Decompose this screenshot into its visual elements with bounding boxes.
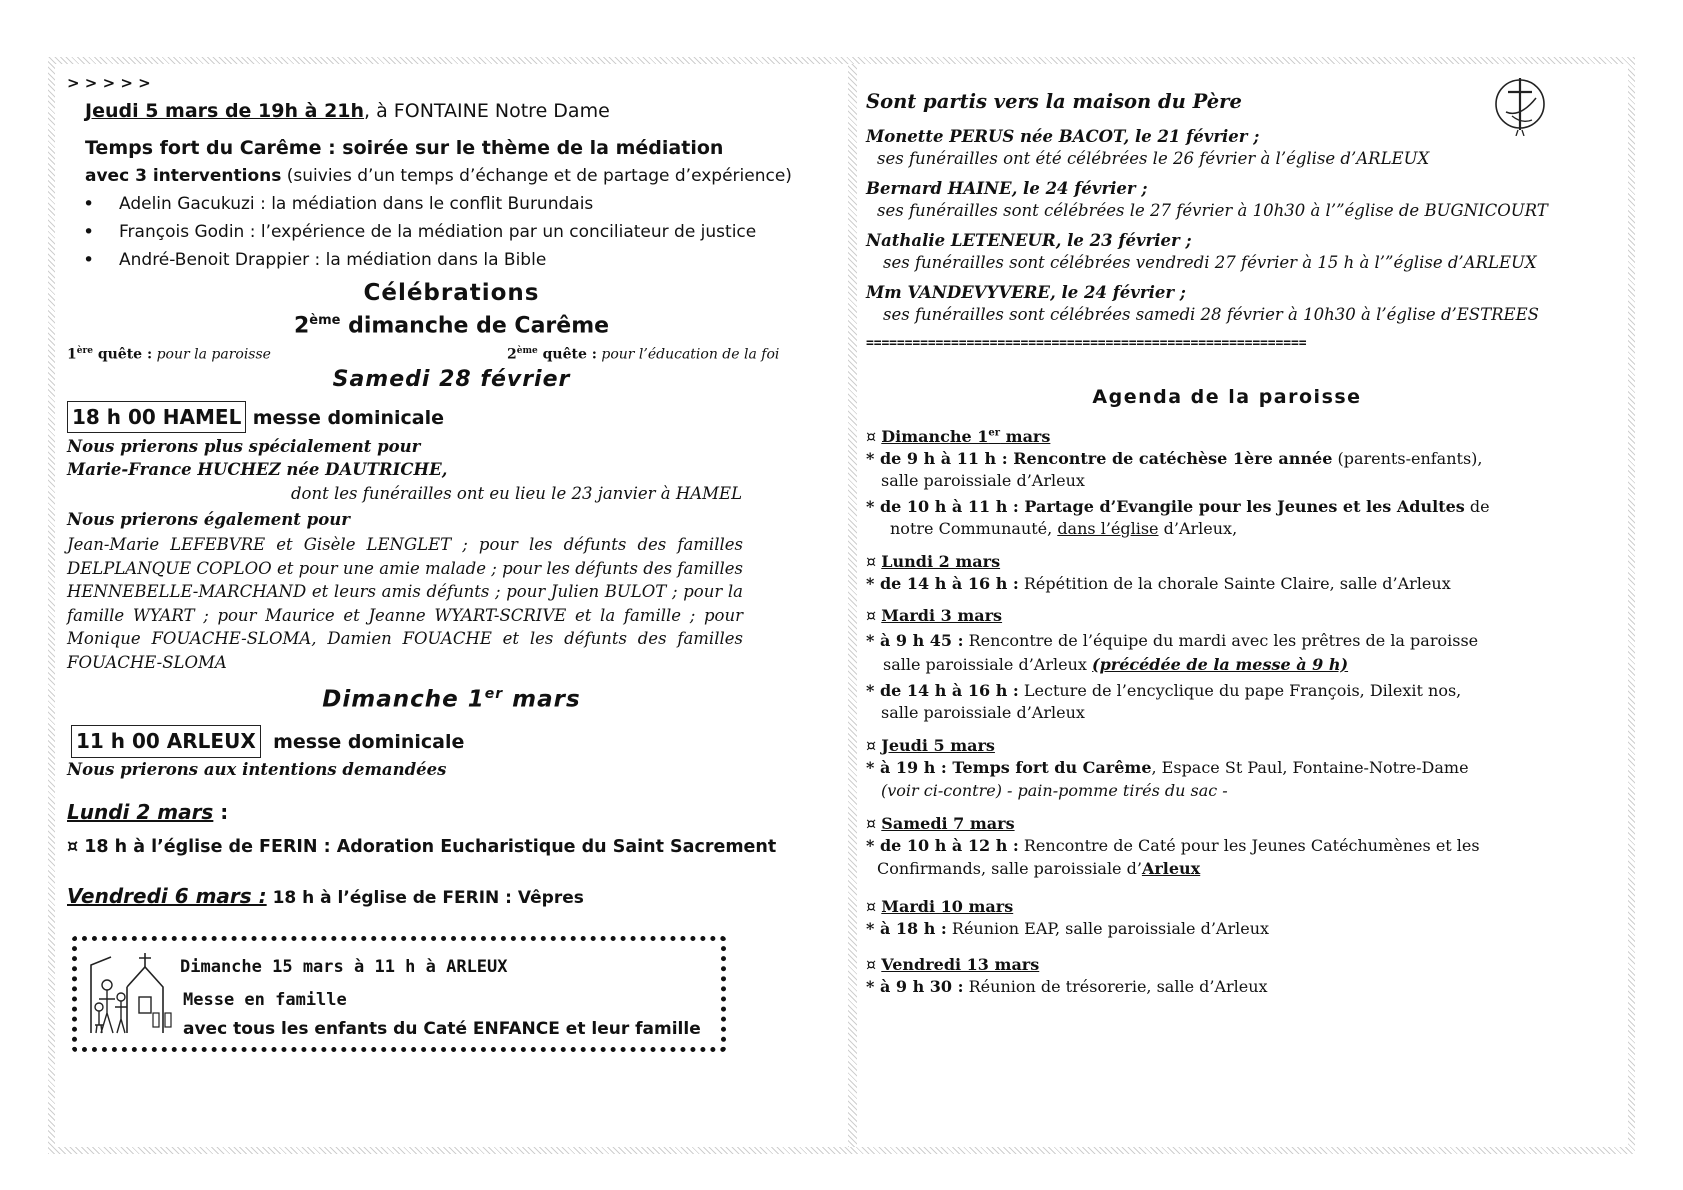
agenda-entry-line2: salle paroissiale d’Arleux (précédée de la messe à 9 h) [883,655,1349,674]
agenda-time: * à 9 h 45 : [866,631,964,650]
family-line-3: avec tous les enfants du Caté ENFANCE et leur famille [183,1019,701,1039]
agenda-bold: Temps fort du Carême [946,758,1152,777]
agenda-entry-line2: salle paroissiale d’Arleux [881,703,1085,722]
pray1-title: Nous prierons plus spécialement pour [67,437,421,456]
agenda-text: Réunion de trésorerie, salle d’Arleux [963,977,1268,996]
family-line-2: Messe en famille [183,990,347,1010]
sunday-num: 2 [293,313,310,339]
agenda-bold: Rencontre de catéchèse 1ère année [1007,449,1333,468]
quete2-num: 2 [507,346,517,363]
agenda-entry [866,977,1268,996]
lundi-colon: : [213,800,229,824]
quete-2 [507,346,779,363]
death-detail: ses funérailles sont célébrées samedi 28 février à 10h30 à l’église d’ESTREES [883,305,1539,324]
agenda-day-label: Lundi 2 mars [881,552,1001,571]
samedi-mass-line [67,401,444,433]
agenda-day-heading [866,552,1000,571]
death-detail: ses funérailles sont célébrées vendredi 27 février à 15 h à l’”église d’ARLEUX [883,253,1537,272]
agenda-entry-line2: Confirmands, salle paroissiale d’Arleux [877,859,1201,878]
separator-line: ========================================================= [866,336,1307,351]
event-place: , à FONTAINE Notre Dame [364,100,610,122]
samedi-title: Samedi 28 février [332,367,571,392]
agenda-time: * de 10 h à 11 h : [866,497,1019,516]
event-sub-rest: (suivies d’un temps d’échange et de partage d’expérience) [281,166,792,186]
samedi-time-box: 18 h 00 HAMEL [67,401,246,433]
family-line-1: Dimanche 15 mars à 11 h à ARLEUX [180,957,508,977]
agenda-entry-line2: notre Communauté, dans l’église d’Arleux, [890,519,1238,538]
agenda-text: Rencontre de Caté pour les Jeunes Catéchumènes et les [1018,836,1480,855]
lundi-text: ¤ 18 h à l’église de FERIN : Adoration Eucharistique du Saint Sacrement [67,837,777,857]
agenda-day-label: Dimanche 1er mars [881,427,1051,446]
agenda-entry [866,497,1490,516]
samedi-mass: messe dominicale [252,407,444,429]
agenda-entry [866,449,1482,468]
agenda-time: * à 18 h : [866,919,947,938]
dimanche-title [55,686,848,713]
agenda-day-heading [866,955,1039,974]
agenda-day-label: Samedi 7 mars [881,814,1015,833]
agenda-day-heading [866,736,995,755]
currency-bullet-icon: ¤ [866,606,877,625]
currency-bullet-icon: ¤ [866,427,877,446]
quete1-text: pour la paroisse [152,346,271,363]
pray2-text: Jean-Marie LEFEBVRE et Gisèle LENGLET ; pour les défunts des familles DELPLANQUE COPLOO et pour une amie malade ; pour les défunts des familles HENNEBELLE-MARCHAND et leurs amis défunts ; pour Julien BULOT ; pour la famille WYART ; pour Maurice et Jeanne WYART-SCRIVE et la famille ; pour Monique FOUACHE-SLOMA, Damien FOUACHE et les défunts des familles FOUACHE-SLOMA [67,535,743,672]
family-mass-box [72,936,726,1052]
agenda-time: * de 14 h à 16 h : [866,681,1019,700]
agenda-bold: Partage d’Evangile pour les Jeunes et les Adultes [1018,497,1465,516]
agenda-entry [866,836,1480,855]
currency-bullet-icon: ¤ [866,897,877,916]
currency-bullet-icon: ¤ [866,814,877,833]
speaker-item: • André-Benoit Drappier : la médiation dans la Bible [69,250,756,278]
quete2-label: quête : [537,346,597,363]
death-detail: ses funérailles ont été célébrées le 26 février à l’église d’ARLEUX [877,149,1430,168]
agenda-day-heading [866,606,1002,625]
event-title: Temps fort du Carême : soirée sur le thème de la médiation [85,137,724,159]
death-name: Monette PERUS née BACOT, le 21 février ; [866,127,1260,146]
agenda-entry [866,631,1478,650]
event-heading [85,100,610,122]
agenda-entry [866,681,1461,700]
dimanche-title-text: Dimanche 1 [322,686,485,713]
speaker-item: • François Godin : l’expérience de la médiation par un conciliateur de justice [69,222,756,250]
vendredi-line [67,884,584,908]
vendredi-text: 18 h à l’église de FERIN : Vêpres [266,888,584,908]
agenda-time: * de 14 h à 16 h : [866,574,1019,593]
death-name: Bernard HAINE, le 24 février ; [866,179,1148,198]
column-divider [848,64,857,1147]
agenda-entry [866,574,1451,593]
death-name: Mm VANDEVYVERE, le 24 février ; [866,283,1186,302]
agenda-time: * de 9 h à 11 h : [866,449,1008,468]
event-subtitle [85,166,792,186]
lundi-heading [67,800,228,824]
cross-icon [1492,76,1548,136]
currency-bullet-icon: ¤ [866,552,877,571]
agenda-entry [866,758,1469,777]
agenda-entry [866,919,1269,938]
lundi-title: Lundi 2 mars [67,800,214,824]
pray1-detail: dont les funérailles ont eu lieu le 23 janvier à HAMEL [291,484,743,503]
agenda-time: * à 9 h 30 : [866,977,964,996]
dimanche-pray: Nous prierons aux intentions demandées [67,760,447,779]
dimanche-mass: messe dominicale [273,731,465,753]
quete2-sup: ème [516,346,538,356]
event-date: Jeudi 5 mars de 19h à 21h [85,100,365,122]
agenda-day-label: Mardi 3 mars [881,606,1003,625]
agenda-day-label: Mardi 10 mars [881,897,1014,916]
dimanche-sup: er [484,686,504,702]
quete2-text: pour l’éducation de la foi [596,346,780,363]
quete1-num: 1 [67,346,77,363]
sunday-sup: ème [309,313,341,328]
agenda-text: Lecture de l’encyclique du pape François, Dilexit nos, [1018,681,1462,700]
quete1-sup: ère [76,346,93,356]
quete-1 [67,346,271,363]
agenda-entry-line2: (voir ci-contre) - pain-pomme tirés du sac - [881,781,1228,800]
celebrations-title: Célébrations [363,280,540,306]
agenda-text: , Espace St Paul, Fontaine-Notre-Dame [1151,758,1469,777]
pray2-title: Nous prierons également pour [67,510,350,529]
family-church-icon [87,947,177,1039]
agenda-day-label: Vendredi 13 mars [881,955,1040,974]
agenda-entry-line2: salle paroissiale d’Arleux [881,471,1085,490]
currency-bullet-icon: ¤ [866,736,877,755]
event-sub-bold: avec 3 interventions [85,166,282,186]
agenda-text: Réunion EAP, salle paroissiale d’Arleux [946,919,1270,938]
agenda-time: * à 19 h : [866,758,947,777]
dimanche-time-box: 11 h 00 ARLEUX [71,725,261,758]
agenda-text: de [1464,497,1490,516]
speaker-list [69,194,756,278]
dimanche-rest: mars [503,686,581,713]
agenda-day-heading [866,814,1015,833]
death-detail: ses funérailles sont célébrées le 27 février à 10h30 à l’”église de BUGNICOURT [877,201,1548,220]
sunday-rest: dimanche de Carême [340,313,610,339]
arrows-marker: > > > > > [67,74,151,92]
agenda-day-heading [866,897,1013,916]
sunday-title [55,313,848,338]
agenda-text: Rencontre de l’équipe du mardi avec les prêtres de la paroisse [963,631,1479,650]
deaths-title: Sont partis vers la maison du Père [866,90,1242,113]
agenda-time: * de 10 h à 12 h : [866,836,1019,855]
vendredi-title: Vendredi 6 mars : [67,884,267,908]
speaker-item: • Adelin Gacukuzi : la médiation dans le conflit Burundais [69,194,756,222]
currency-bullet-icon: ¤ [866,955,877,974]
page-frame [48,57,1635,1154]
agenda-day-heading [866,427,1050,446]
agenda-title: Agenda de la paroisse [1092,386,1362,408]
quete1-label: quête : [92,346,153,363]
pray1-name: Marie-France HUCHEZ née DAUTRICHE, [67,460,448,479]
agenda-day-label: Jeudi 5 mars [881,736,995,755]
agenda-text: (parents-enfants), [1332,449,1483,468]
dimanche-mass-line [71,725,464,758]
death-name: Nathalie LETENEUR, le 23 février ; [866,231,1192,250]
agenda-text: Répétition de la chorale Sainte Claire, salle d’Arleux [1018,574,1451,593]
